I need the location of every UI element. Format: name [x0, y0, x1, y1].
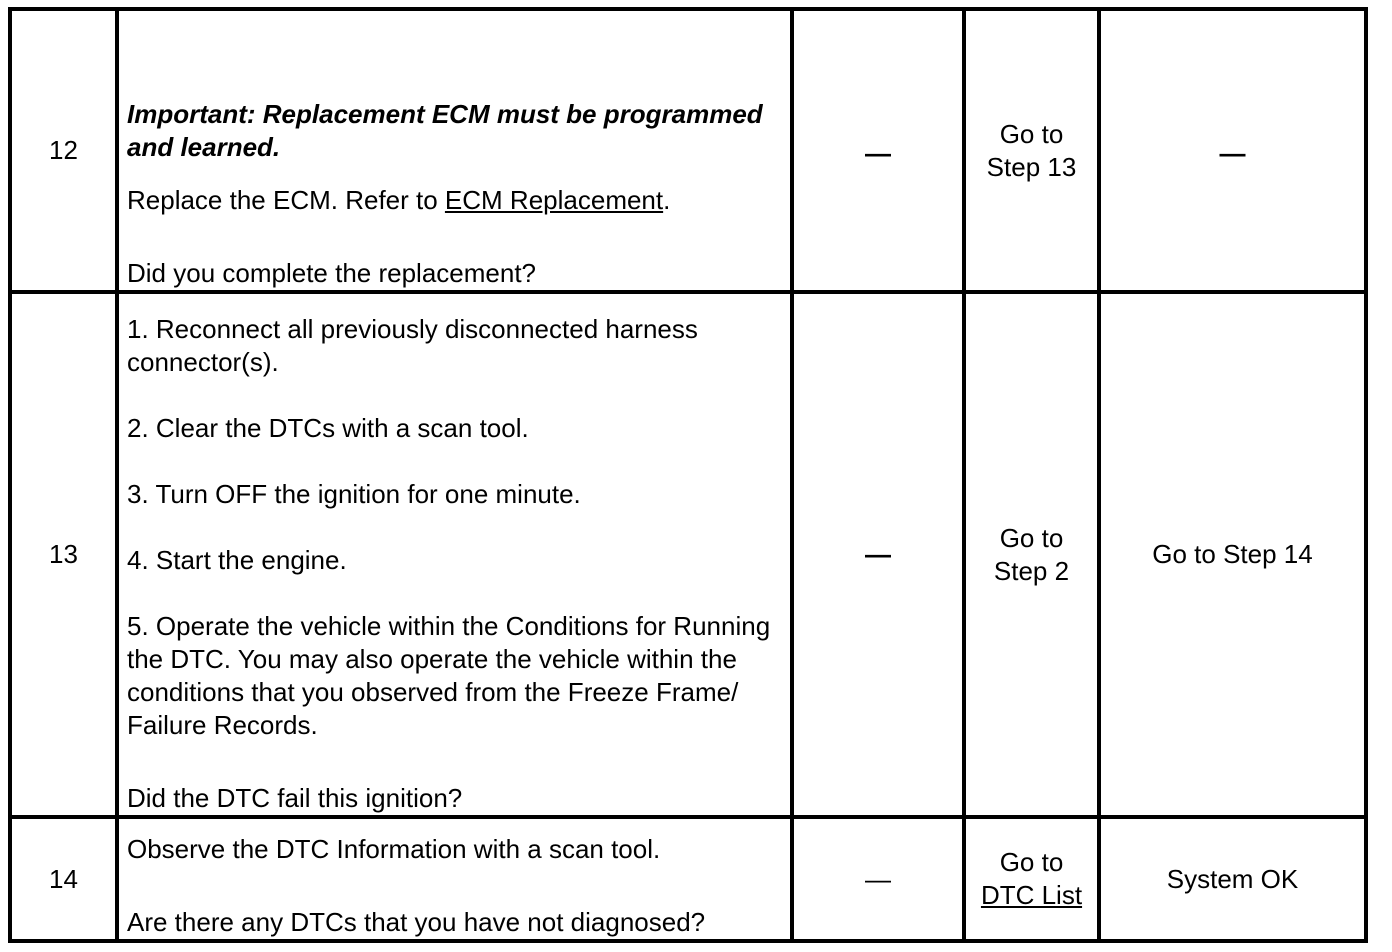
- step-question: Are there any DTCs that you have not diagnosed?: [127, 907, 706, 937]
- step-number: 12: [10, 9, 117, 292]
- step-action: [117, 9, 792, 292]
- step-value: —: [792, 9, 964, 292]
- table-row: [10, 9, 1366, 292]
- action-item: 1. Reconnect all previously disconnected harness connector(s).: [127, 314, 698, 377]
- step-question: Did the DTC fail this ignition?: [127, 783, 463, 813]
- action-item: 4. Start the engine.: [127, 545, 347, 575]
- diagnostic-steps-table: [8, 7, 1368, 943]
- step-no: System OK: [1099, 817, 1366, 941]
- step-number: 13: [10, 292, 117, 817]
- action-item: 2. Clear the DTCs with a scan tool.: [127, 413, 529, 443]
- action-item: 5. Operate the vehicle within the Conditions for Running the DTC. You may also operate the vehicle within the conditions that you observed from the Freeze Frame/ Failure Records.: [127, 611, 771, 740]
- action-item: 3. Turn OFF the ignition for one minute.: [127, 479, 581, 509]
- table-row: [10, 292, 1366, 817]
- step-action: [117, 817, 792, 941]
- table-row: [10, 817, 1366, 941]
- step-number: 14: [10, 817, 117, 941]
- step-question: Did you complete the replacement?: [127, 258, 537, 288]
- step-yes: Go to Step 2: [964, 292, 1099, 817]
- important-note: Important: Replacement ECM must be programmed and learned.: [127, 99, 763, 162]
- step-value: —: [792, 292, 964, 817]
- dtc-list-link[interactable]: DTC List: [980, 880, 1083, 910]
- ecm-replacement-link[interactable]: ECM Replacement: [444, 185, 664, 215]
- step-no: Go to Step 14: [1099, 292, 1366, 817]
- step-instruction: Observe the DTC Information with a scan tool.: [127, 834, 661, 864]
- step-yes: Go to Step 13: [964, 9, 1099, 292]
- action-text: Replace the ECM. Refer to ECM Replacement.: [127, 185, 671, 215]
- step-no: —: [1099, 9, 1366, 292]
- step-yes: Go to DTC List: [964, 817, 1099, 941]
- step-value: —: [792, 817, 964, 941]
- step-action: [117, 292, 792, 817]
